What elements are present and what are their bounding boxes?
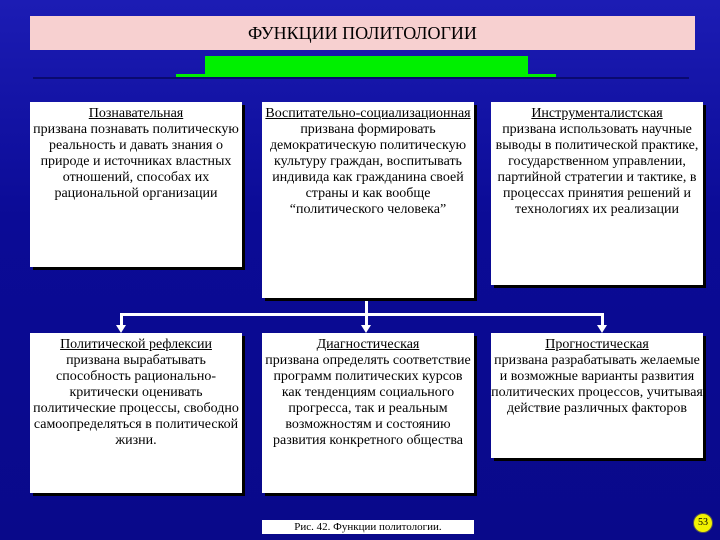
card-heading: Политической рефлексии [60,337,212,352]
card-description: призвана использовать научные выводы в политической практике, государственном управлении, партийной стратегии и тактике, в процессах принятия решений и технологиях их реализации [495,122,699,217]
card-description: призвана формировать демократическую политическую культуру граждан, воспитывать индивида как гражданина своей страны и как вообще “политического человека” [269,122,467,217]
figure-caption: Рис. 42. Функции политологии. [262,520,474,534]
arrow-right [597,325,607,333]
card-description: призвана вырабатывать способность рационально-критически оценивать политические процессы, свободно самоопределяться в политической жизни. [33,353,239,448]
connector-horizontal [120,313,604,316]
card-heading: Познавательная [88,106,184,121]
slide-title [30,16,695,50]
card-heading: Диагностическая [316,337,420,352]
card-description: призвана разрабатывать желаемые и возможные варианты развития политических процессов, учитывая действие различных факторов [491,353,703,416]
function-card-instrumental [491,102,703,285]
arrow-left [116,325,126,333]
arrow-middle [361,325,371,333]
card-heading: Прогностическая [545,337,649,352]
function-card-prognostic [491,333,703,458]
divider-line [33,77,689,79]
page-number-badge: 53 [693,513,713,533]
card-heading: Воспитательно-социализационная [265,106,471,121]
function-card-reflection [30,333,242,493]
slide-title-text: ФУНКЦИИ ПОЛИТОЛОГИИ [248,22,477,43]
function-card-educational [262,102,474,298]
card-description: призвана определять соответствие программ политических курсов как тенденциям социального прогресса, так и реальным возможностям и состоянию развития конкретного общества [265,353,471,448]
function-card-cognitive [30,102,242,267]
card-heading: Инструменталистская [531,106,663,121]
function-card-diagnostic [262,333,474,493]
card-description: призвана познавать политическую реальность и давать знания о природе и источниках властных отношений, способах их рациональной организации [33,122,239,201]
